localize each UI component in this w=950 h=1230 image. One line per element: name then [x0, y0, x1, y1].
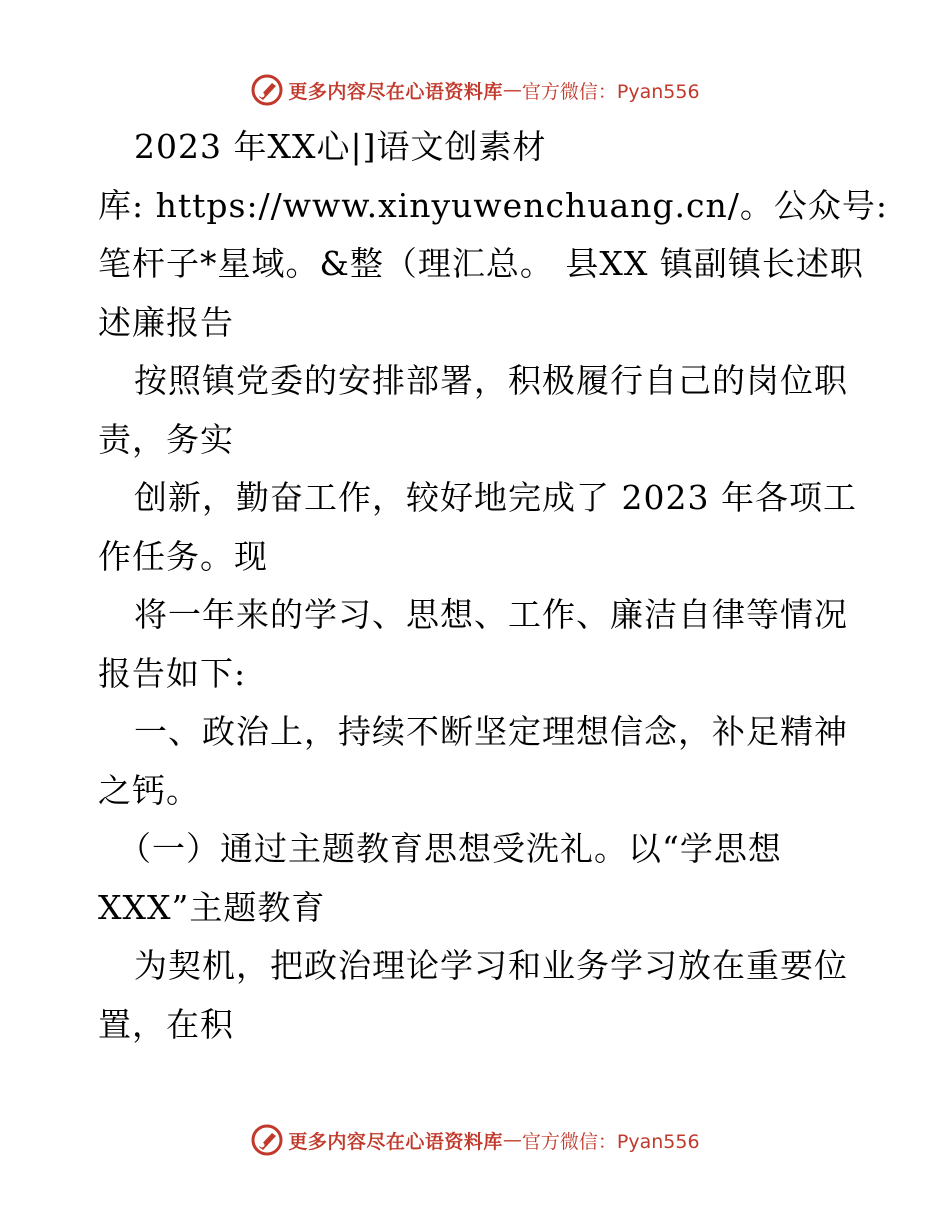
text-line: 为契机，把政治理论学习和业务学习放在重要位 — [134, 946, 848, 985]
text-line: 置，在积 — [98, 1004, 234, 1044]
text-line: 述廉报告 — [98, 302, 234, 342]
text-line: 责，务实 — [98, 419, 234, 459]
watermark-wechat: 官方微信：Pyan556 — [521, 80, 700, 103]
text-line: 库: https://www.xinyuwenchuang.cn/。公众号: — [98, 185, 888, 225]
pen-logo-icon — [250, 1123, 284, 1157]
text-line: 按照镇党委的安排部署，积极履行自己的岗位职 — [134, 361, 848, 400]
text-line: （一）通过主题教育思想受洗礼。以“学思想 — [118, 829, 782, 868]
document-body — [98, 118, 888, 1054]
pen-logo-icon — [250, 73, 284, 107]
text-line: XXX”主题教育 — [98, 887, 326, 927]
watermark-banner-bottom — [0, 1120, 950, 1160]
watermark-separator: — — [502, 79, 522, 101]
text-line: 创新，勤奋工作，较好地完成了 2023 年各项工 — [134, 478, 857, 517]
watermark-separator: — — [502, 1129, 522, 1151]
text-line: 2023 年XX心|]语文创素材 — [134, 127, 547, 166]
text-line: 笔杆子*星域。&整（理汇总。 县XX 镇副镇长述职 — [98, 244, 864, 283]
text-line: 将一年来的学习、思想、工作、廉洁自律等情况 — [134, 595, 848, 634]
watermark-text: 更多内容尽在心语资料库 — [288, 1130, 503, 1153]
text-line: 一、政治上，持续不断坚定理想信念，补足精神 — [134, 712, 848, 751]
text-line: 报告如下: — [98, 653, 247, 693]
watermark-wechat: 官方微信：Pyan556 — [521, 1130, 700, 1153]
text-line: 作任务。现 — [98, 536, 268, 576]
watermark-banner-top — [0, 70, 950, 110]
text-line: 之钙。 — [98, 770, 200, 810]
watermark-text: 更多内容尽在心语资料库 — [288, 80, 503, 103]
